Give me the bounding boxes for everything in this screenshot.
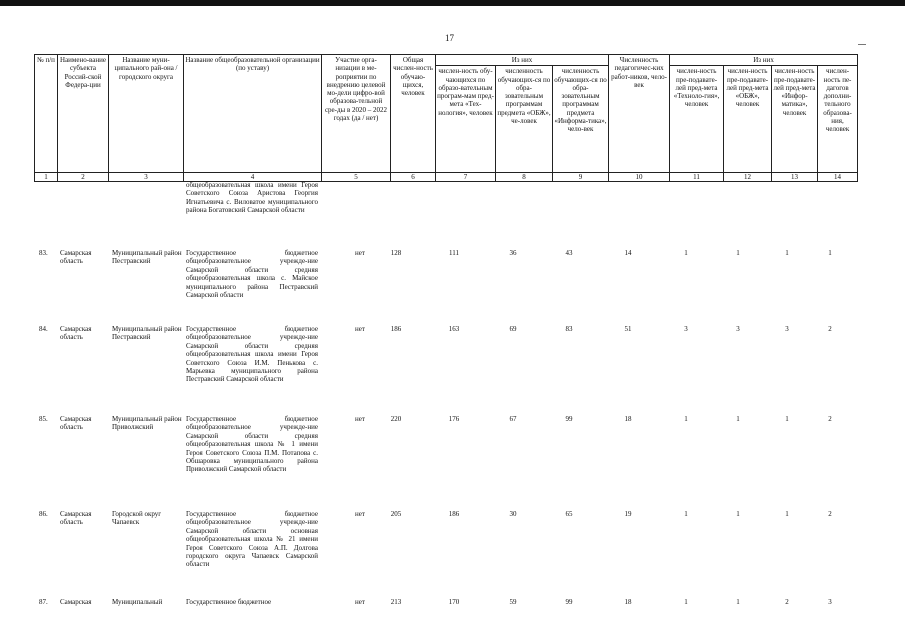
row-teachers: 14: [624, 249, 632, 257]
column-number: 14: [818, 173, 858, 182]
row-total: 220: [390, 415, 402, 423]
row-subject: Самарская область: [60, 325, 92, 342]
header-col-9: численность обучающих-ся по обра-зовательным программам предмета «Информа-тика», чело-век: [553, 66, 609, 173]
row-municipality: Муниципальный: [112, 598, 163, 606]
row-subject: Самарская область: [60, 415, 92, 432]
header-group-1: Из них: [436, 55, 609, 66]
row-t-obzh: 1: [736, 249, 740, 257]
scan-top-border: [0, 0, 905, 6]
row-t-inf: 1: [785, 249, 789, 257]
header-col-7: числен-ность обу-чающихся по образо-вательным програм-мам пред-мета «Тех-нология», человек: [436, 66, 496, 173]
page-number: 17: [445, 33, 454, 43]
row-number: 87.: [39, 598, 48, 606]
row-organization: Государственное бюджетное общеобразовательное учрежде-ние Самарской области средняя общеобразовательная школа № 1 имени Героя Советского Союза П.М. Потапова с. Обшаровка муниципального района Приволжский Самарской области: [186, 415, 318, 474]
row-t-inf: 2: [785, 598, 789, 606]
row-t-add: 2: [828, 415, 832, 423]
row-t-add: 2: [828, 510, 832, 518]
row-participation: нет: [355, 249, 365, 257]
scan-mark: [858, 44, 866, 45]
column-number: 13: [772, 173, 818, 182]
header-col-8: численность обучающих-ся по обра-зовательным программам предмета «ОБЖ», че-ловек: [496, 66, 553, 173]
row-municipality: Городской округ Чапаевск: [112, 510, 162, 527]
row-t-obzh: 1: [736, 415, 740, 423]
header-group-2: Из них: [670, 55, 858, 66]
header-col-4: Название общеобразовательной организации (по уставу): [184, 55, 322, 173]
header-col-3: Название муни-ципального рай-она / городского округа: [109, 55, 184, 173]
row-organization: Государственное бюджетное общеобразовательное учрежде-ние Самарской области средняя общеобразовательная школа имени Героя Советского Союза И.М. Пенькова с. Марьевка муниципального района Пестравский Самарской области: [186, 325, 318, 384]
row-inf: 65: [565, 510, 573, 518]
column-number: 7: [436, 173, 496, 182]
row-participation: нет: [355, 325, 365, 333]
row-teachers: 51: [624, 325, 632, 333]
row-t-tech: 3: [684, 325, 688, 333]
row-tech: 111: [449, 249, 459, 257]
row-subject: Самарская: [60, 598, 92, 606]
row-t-add: 3: [828, 598, 832, 606]
row-subject: Самарская область: [60, 510, 92, 527]
row-inf: 43: [565, 249, 573, 257]
row-tech: 176: [448, 415, 460, 423]
row-organization: Государственное бюджетное общеобразовательное учрежде-ние Самарской области средняя общеобразовательная школа с. Майское муниципального района Пестравский Самарской области: [186, 249, 318, 300]
row-number: 84.: [39, 325, 48, 333]
row-municipality: Муниципальный район Приволжский: [112, 415, 182, 432]
row-teachers: 18: [624, 598, 632, 606]
row-total: 128: [390, 249, 402, 257]
header-col-10: Численность педагогичес-ких работ-ников, чело-век: [609, 55, 670, 173]
header-col-14: числен-ность пе-дагогов дополни-тельного образова-ния, человек: [818, 66, 858, 173]
row-subject: Самарская область: [60, 249, 92, 266]
row-t-obzh: 1: [736, 510, 740, 518]
row-inf: 99: [565, 415, 573, 423]
header-col-6: Общая числен-ность обучаю-щихся, человек: [391, 55, 436, 173]
row-number: 83.: [39, 249, 48, 257]
continuation-text: общеобразовательная школа имени Героя Советского Союза Аристова Георгия Игнатьевича с. Виловатое муниципального района Богатовский Самарской области: [186, 181, 318, 215]
row-total: 205: [390, 510, 402, 518]
column-number: 5: [322, 173, 391, 182]
row-t-tech: 1: [684, 598, 688, 606]
header-col-13: числен-ность пре-подавате-лей пред-мета «Инфор-матика», человек: [772, 66, 818, 173]
row-participation: нет: [355, 598, 365, 606]
row-participation: нет: [355, 415, 365, 423]
row-total: 213: [390, 598, 402, 606]
row-t-tech: 1: [684, 249, 688, 257]
header-col-2: Наимено-вание субъекта Россий-ской Федера-ции: [58, 55, 109, 173]
row-tech: 186: [448, 510, 460, 518]
row-participation: нет: [355, 510, 365, 518]
header-col-12: числен-ность пре-подавате-лей пред-мета «ОБЖ», человек: [724, 66, 772, 173]
row-obzh: 59: [509, 598, 517, 606]
row-obzh: 67: [509, 415, 517, 423]
row-municipality: Муниципальный район Пестравский: [112, 325, 182, 342]
row-t-inf: 1: [785, 510, 789, 518]
row-number: 86.: [39, 510, 48, 518]
header-col-5: Участие орга-низации в ме-роприятии по внедрению целевой мо-дели цифро-вой образова-тельной сре-ды в 2020 – 2022 годах (да / нет): [322, 55, 391, 173]
row-t-inf: 3: [785, 325, 789, 333]
column-number: 9: [553, 173, 609, 182]
row-obzh: 69: [509, 325, 517, 333]
row-inf: 99: [565, 598, 573, 606]
column-number: 10: [609, 173, 670, 182]
row-obzh: 36: [509, 249, 517, 257]
row-t-obzh: 3: [736, 325, 740, 333]
row-teachers: 18: [624, 415, 632, 423]
row-total: 186: [390, 325, 402, 333]
row-t-tech: 1: [684, 510, 688, 518]
header-col-1: № п/п: [35, 55, 58, 173]
row-t-add: 1: [828, 249, 832, 257]
row-municipality: Муниципальный район Пестравский: [112, 249, 182, 266]
row-organization: Государственное бюджетное: [186, 598, 272, 606]
column-number: 11: [670, 173, 724, 182]
row-t-obzh: 1: [736, 598, 740, 606]
column-number: 3: [109, 173, 184, 182]
row-tech: 163: [448, 325, 460, 333]
column-number: 4: [184, 173, 322, 182]
column-number: 6: [391, 173, 436, 182]
row-teachers: 19: [624, 510, 632, 518]
table-header: [34, 54, 858, 182]
column-number: 2: [58, 173, 109, 182]
row-tech: 170: [448, 598, 460, 606]
row-obzh: 30: [509, 510, 517, 518]
column-number: 12: [724, 173, 772, 182]
row-organization: Государственное бюджетное общеобразовательное учрежде-ние Самарской области основная общеобразовательная школа № 21 имени Героя Советского Союза А.П. Долгова городского округа Чапаевск Самарской области: [186, 510, 318, 569]
row-number: 85.: [39, 415, 48, 423]
row-t-add: 2: [828, 325, 832, 333]
row-t-tech: 1: [684, 415, 688, 423]
row-inf: 83: [565, 325, 573, 333]
column-number: 8: [496, 173, 553, 182]
column-number: 1: [35, 173, 58, 182]
header-col-11: числен-ность пре-подавате-лей пред-мета «Техноло-гия», человек: [670, 66, 724, 173]
row-t-inf: 1: [785, 415, 789, 423]
